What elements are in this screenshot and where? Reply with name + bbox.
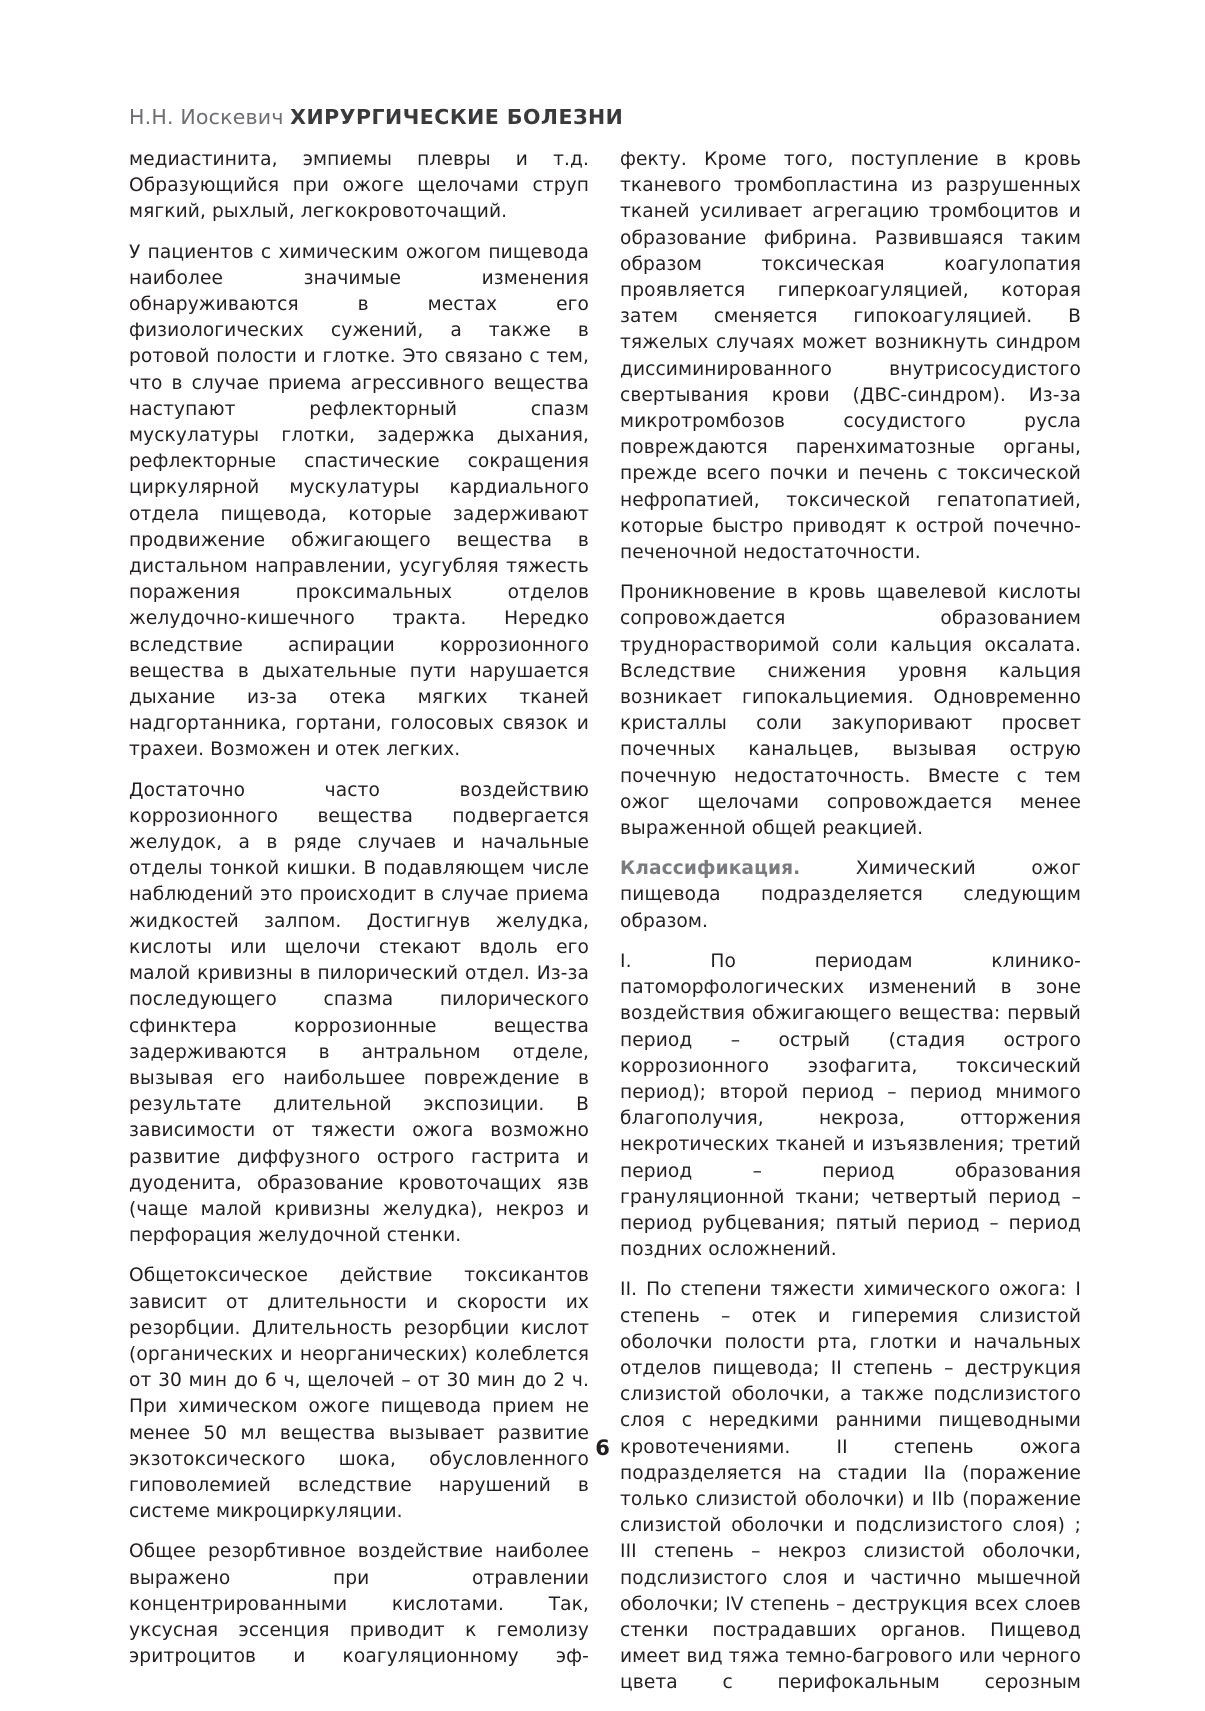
paragraph-text: Химический ожог пищевода подразделяется следующим образом. <box>620 858 1081 932</box>
header-book-title: ХИРУРГИЧЕСКИЕ БОЛЕЗНИ <box>290 105 624 129</box>
paragraph: фекту. Кроме того, поступление в кровь тканевого тромбопластина из разрушенных тканей усиливает агрегацию тромбоцитов и образование фибрина. Развившаяся таким образом токсическая коагулопатия проявляется гиперкоагуляцией, которая затем сменяется гипокоагуляцией. В тяжелых случаях может возникнуть синдром диссиминированного внутрисосудистого свертывания крови (ДВС-синдром). Из-за микротромбозов сосудистого русла повреждаются паренхиматозные органы, прежде всего почки и печень с токсической нефропатией, токсической гепатопатией, которые быстро приводят к острой почечно-печеночной недостаточности. <box>620 149 1081 564</box>
paragraph: I. По периодам клинико-патоморфологических изменений в зоне воздействия обжигающего вещества: первый период – острый (стадия острого коррозионного эзофагита, токсический период); второй период – период мнимого благополучия, некроза, отторжения некротических тканей и изъязвления; третий период – период образования грануляционной ткани; четвертый период – период рубцевания; пятый период – период поздних осложнений. <box>620 950 1081 1261</box>
header-author: Н.Н. Иоскевич <box>129 105 284 129</box>
paragraph: Общее резорбтивное воздействие наиболее выражено при отравлении концентрированными кислотами. Так, уксусная эссенция приводит к гемолизу эритроцитов и коагуляционному эф- <box>129 1541 589 1668</box>
paragraph: Общетоксическое действие токсикантов зависит от длительности и скорости их резорбции. Длительность резорбции кислот (органических и неорганических) колеблется от 30 мин до 6 ч, щелочей – от 30 мин до 2 ч. При химическом ожоге пищевода прием не менее 50 мл вещества вызывает развитие экзотоксического шока, обусловленного гиповолемией вследствие нарушений в системе микроциркуляции. <box>129 1265 589 1523</box>
paragraph: Достаточно часто воздействию коррозионного вещества подвергается желудок, а в ряде случаев и начальные отделы тонкой кишки. В подавляющем числе наблюдений это происходит в случае приема жидкостей залпом. Достигнув желудка, кислоты или щелочи стекают вдоль его малой кривизны в пилорический отдел. Из-за последующего спазма пилорического сфинктера коррозионные вещества задерживаются в антральном отделе, вызывая его наибольшее повреждение в результате длительной экспозиции. В зависимости от тяжести ожога возможно развитие диффузного острого гастрита и дуоденита, образование кровоточащих язв (чаще малой кривизны желудка), некроз и перфорация желудочной стенки. <box>129 779 589 1247</box>
running-header <box>129 104 623 130</box>
paragraph: медиастинита, эмпиемы плевры и т.д. Образующийся при ожоге щелочами струп мягкий, рыхлый, легкокровоточащий. <box>129 149 589 223</box>
right-column <box>620 147 1081 1711</box>
paragraph: Проникновение в кровь щавелевой кислоты сопровождается образованием труднорастворимой соли кальция оксалата. Вследствие снижения уровня кальция возникает гипокальциемия. Одновременно кристаллы соли закупоривают просвет почечных канальцев, вызывая острую почечную недостаточность. Вместе с тем ожог щелочами сопровождается менее выраженной общей реакцией. <box>620 582 1081 840</box>
paragraph: У пациентов с химическим ожогом пищевода наиболее значимые изменения обнаруживаются в местах его физиологических сужений, а также в ротовой полости и глотке. Это связано с тем, что в случае приема агрессивного вещества наступают рефлекторный спазм мускулатуры глотки, задержка дыхания, рефлекторные спастические сокращения циркулярной мускулатуры кардиального отдела пищевода, которые задерживают продвижение обжигающего вещества в дистальном направлении, усугубляя тяжесть поражения проксимальных отделов желудочно-кишечного тракта. Нередко вследствие аспирации коррозионного вещества в дыхательные пути нарушается дыхание из-за отека мягких тканей надгортанника, гортани, голосовых связок и трахеи. Возможен и отек легких. <box>129 241 589 761</box>
section-heading: Классификация. <box>620 858 801 880</box>
page-number: 6 <box>595 1436 610 1460</box>
classification-paragraph <box>620 856 1081 935</box>
paragraph: II. По степени тяжести химического ожога: I степень – отек и гиперемия слизистой оболочки полости рта, глотки и начальных отделов пищевода; II степень – деструкция слизистой оболочки, а также подслизистого слоя с нередкими ранними пищеводными кровотечениями. II степень ожога подразделяется на стадии IIa (поражение только слизистой оболочки) и IIb (поражение слизистой оболочки и подслизистого слоя) ; III степень – некроз слизистой оболочки, подслизистого слоя и частично мышечной оболочки; IV степень – деструкция всех слоев стенки пострадавших органов. Пищевод имеет вид тяжа темно-багрового или черного цвета с перифокальным серозным <box>620 1279 1081 1694</box>
